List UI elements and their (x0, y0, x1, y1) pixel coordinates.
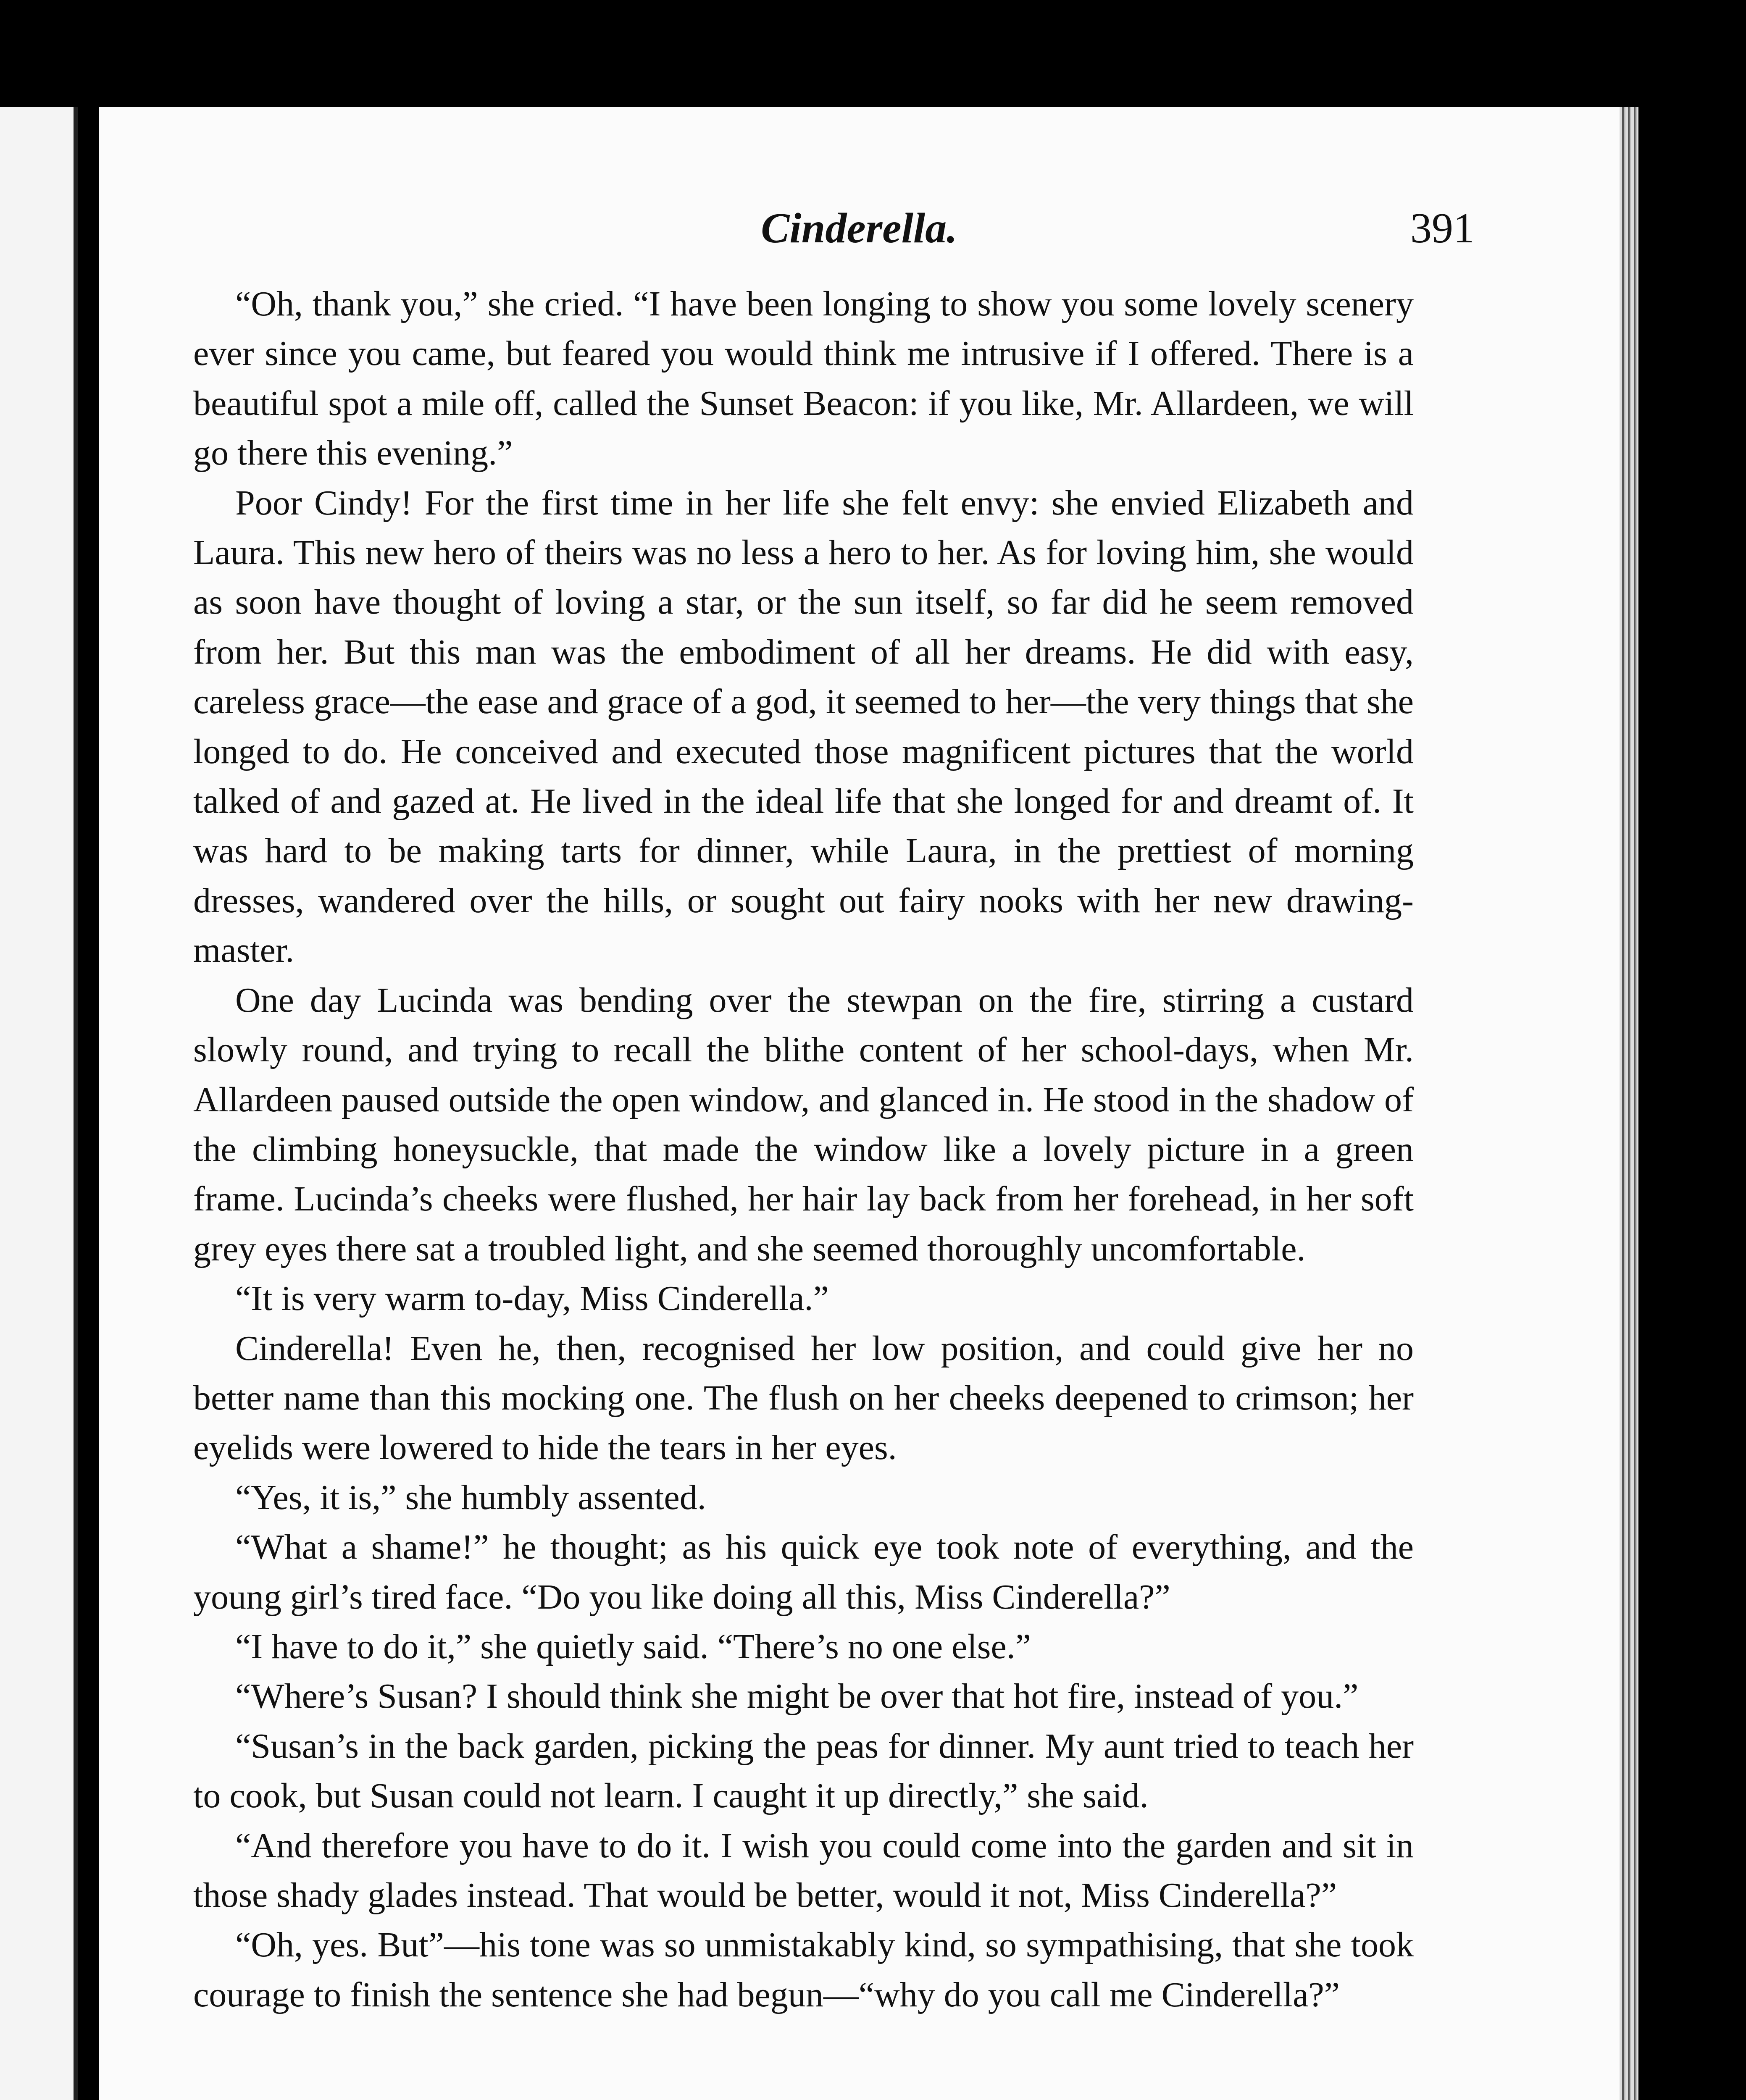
page-number: 391 (1410, 205, 1475, 252)
running-title: Cinderella. (761, 205, 957, 252)
running-head (99, 204, 1620, 254)
page-stack-edge (1620, 107, 1638, 2100)
paragraph: “Yes, it is,” she humbly assented. (235, 1478, 706, 1517)
paragraph: “What a shame!” he thought; as his quick eye took note of everything, and the young girl’s tired face. “Do you like doing all this, Miss Cinderella?” (193, 1528, 1414, 1617)
paragraph: Cinderella! Even he, then, recognised her low position, and could give her no better name than this mocking one. The flush on her cheeks deepened to crimson; her eyelids were lowered to hide the tears in her eyes. (193, 1328, 1414, 1467)
paragraph: “I have to do it,” she quietly said. “There’s no one else.” (235, 1627, 1031, 1666)
paragraph: “Oh, yes. But”—his tone was so unmistakably kind, so sympathising, that she took courage to finish the sentence she had begun—“why do you call me Cinderella?” (193, 1925, 1414, 2014)
body-text (193, 279, 1414, 2020)
facing-page-edge (0, 107, 78, 2100)
paragraph: “Susan’s in the back garden, picking the peas for dinner. My aunt tried to teach her to cook, but Susan could not learn. I caught it up directly,” she said. (193, 1726, 1414, 1816)
book-page (99, 107, 1620, 2100)
paragraph: “It is very warm to-day, Miss Cinderella.” (235, 1279, 829, 1318)
paragraph: “Where’s Susan? I should think she might be over that hot fire, instead of you.” (235, 1677, 1359, 1716)
paragraph: Poor Cindy! For the first time in her life she felt envy: she envied Elizabeth and Laura. This new hero of theirs was no less a hero to her. As for loving him, she would as soon have thought of loving a star, or the sun itself, so far did he seem removed from her. But this man was the embodiment of all her dreams. He did with easy, careless grace—the ease and grace of a god, it seemed to her—the very things that she longed to do. He conceived and executed those magnificent pictures that the world talked of and gazed at. He lived in the ideal life that she longed for and dreamt of. It was hard to be making tarts for dinner, while Laura, in the prettiest of morning dresses, wandered over the hills, or sought out fairy nooks with her new drawing-master. (193, 483, 1414, 970)
paragraph: “Oh, thank you,” she cried. “I have been longing to show you some lovely scenery ever since you came, but feared you would think me intrusive if I offered. There is a beautiful spot a mile off, called the Sunset Beacon: if you like, Mr. Allardeen, we will go there this evening.” (193, 284, 1414, 473)
paragraph: One day Lucinda was bending over the stewpan on the fire, stirring a custard slowly round, and trying to recall the blithe content of her school-days, when Mr. Allardeen paused outside the open window, and glanced in. He stood in the shadow of the climbing honeysuckle, that made the window like a lovely picture in a green frame. Lucinda’s cheeks were flushed, her hair lay back from her forehead, in her soft grey eyes there sat a troubled light, and she seemed thoroughly uncomfortable. (193, 980, 1414, 1268)
paragraph: “And therefore you have to do it. I wish you could come into the garden and sit in those shady glades instead. That would be better, would it not, Miss Cinderella?” (193, 1826, 1414, 1915)
